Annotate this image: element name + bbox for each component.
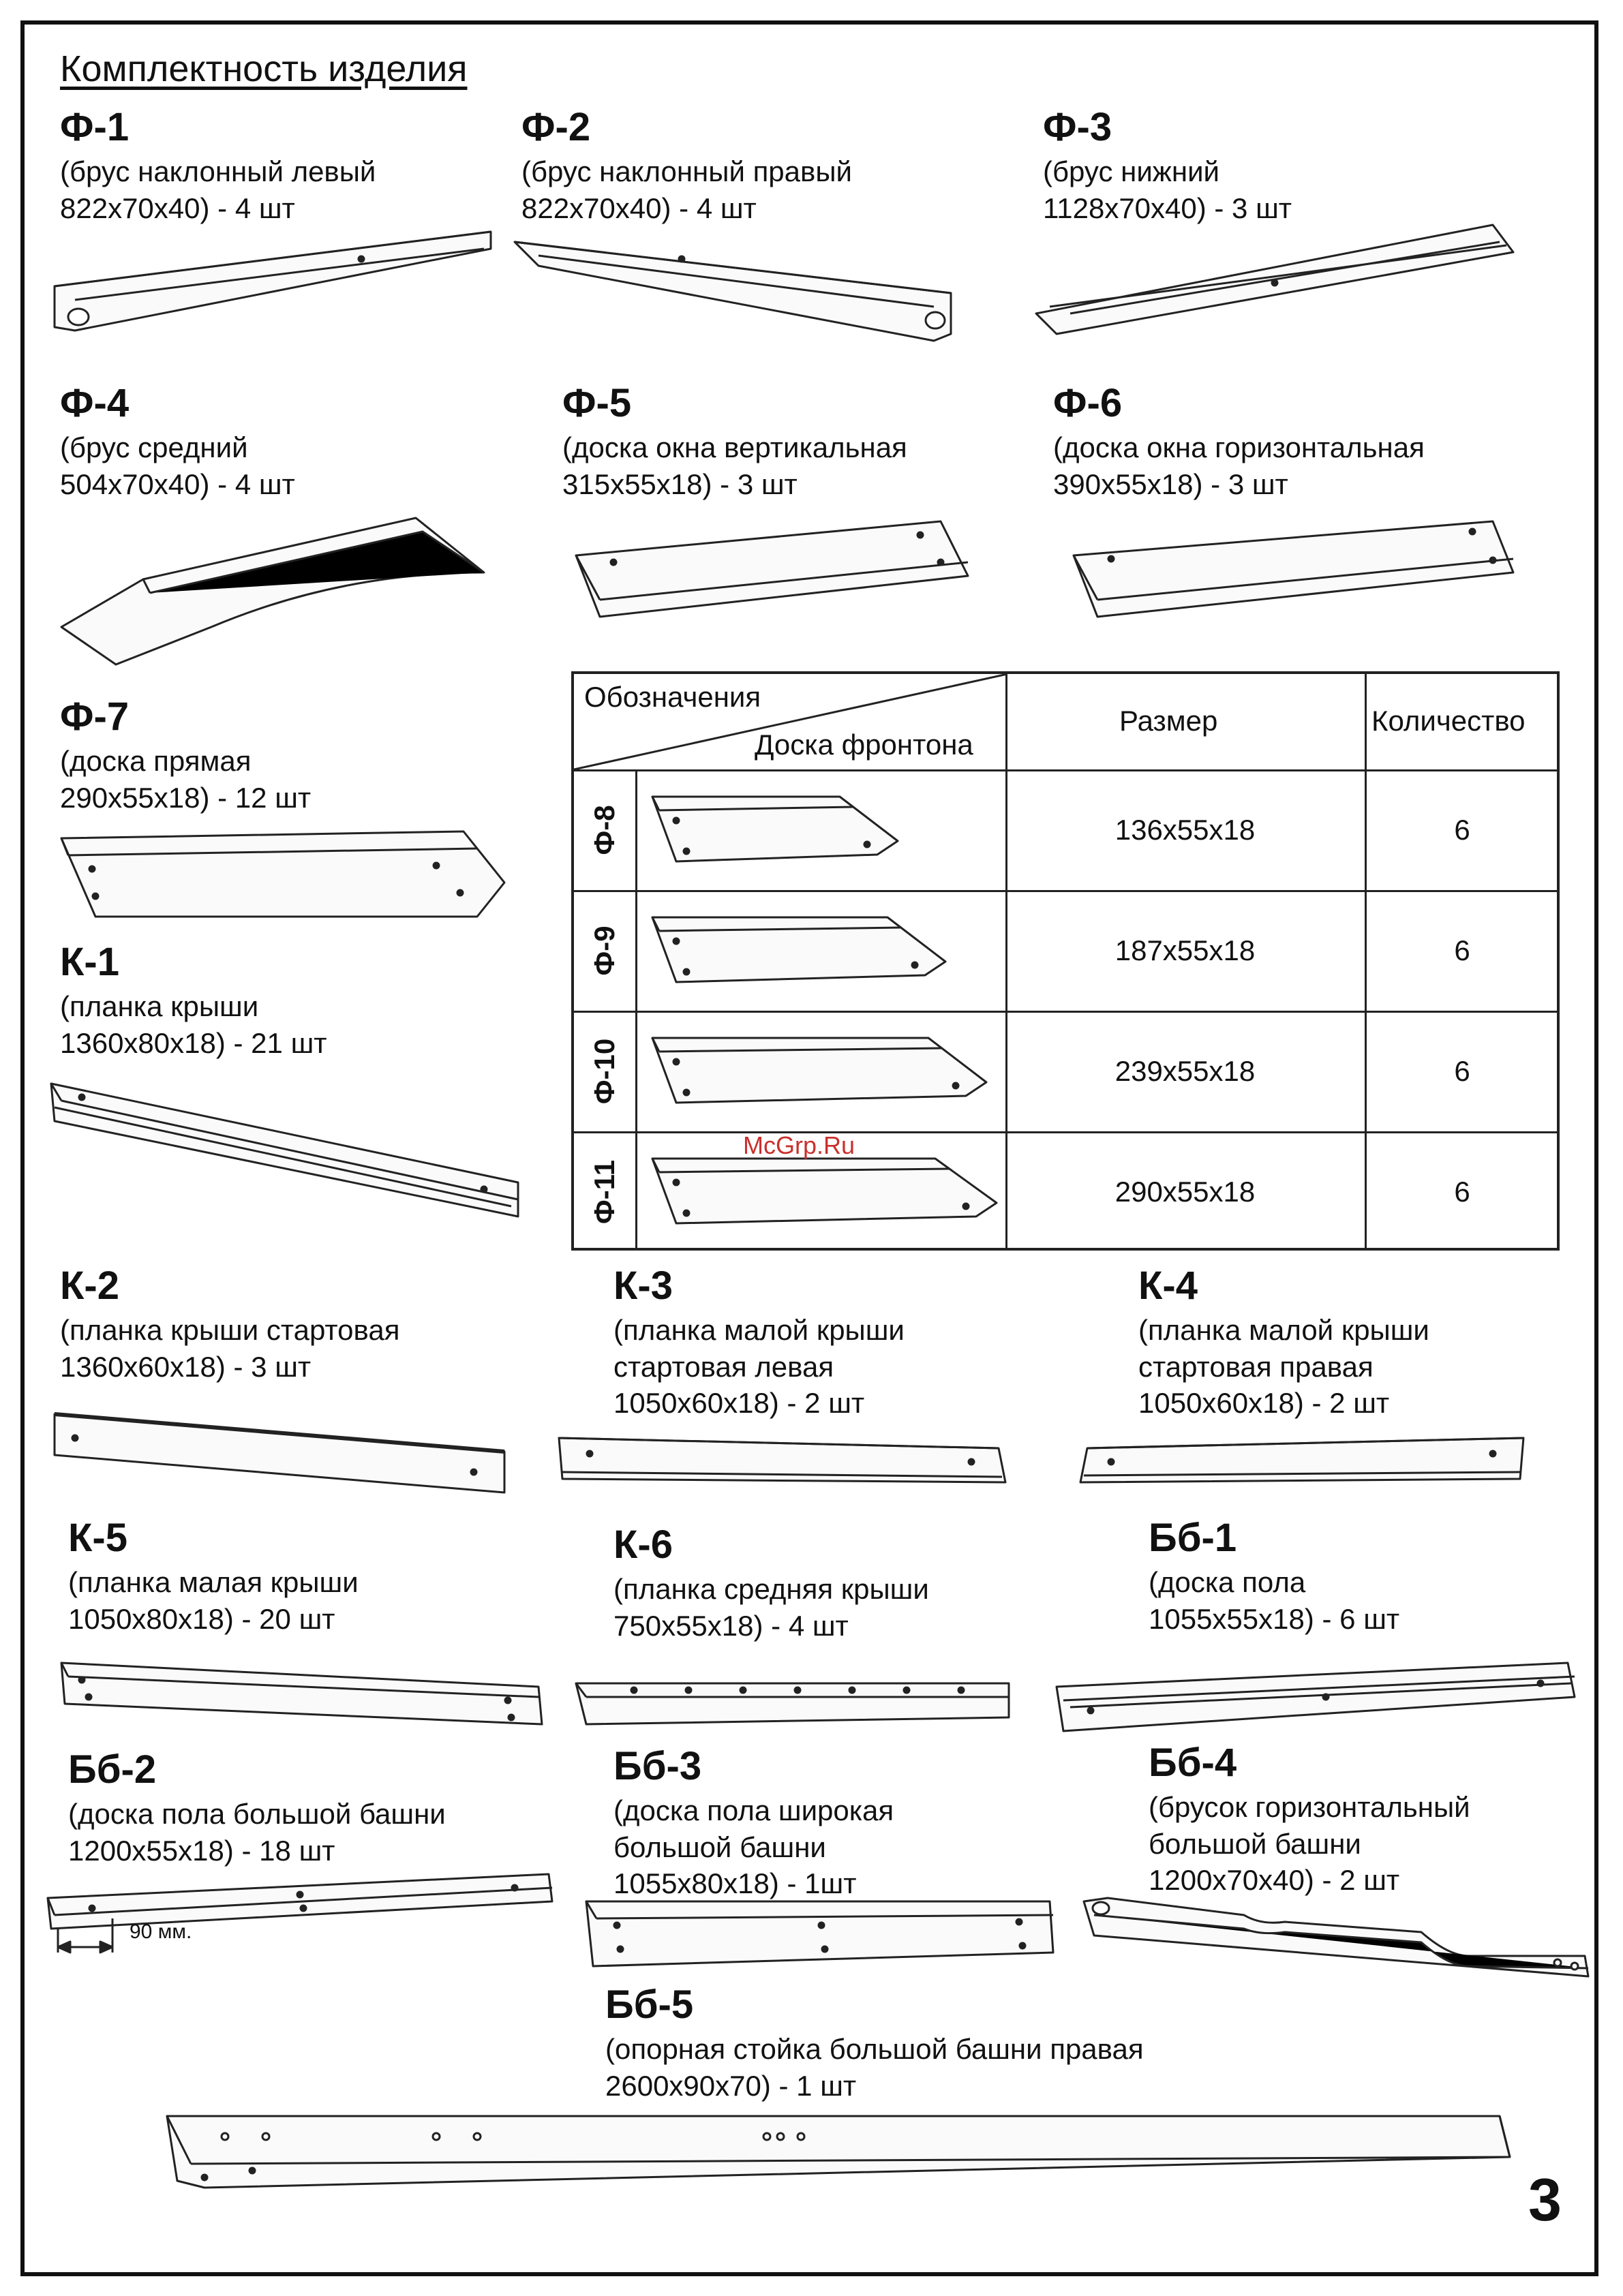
- fronton-board-f10-icon: [649, 1035, 990, 1109]
- part-description: (доска окна вертикальная 315х55х18) - 3 шт: [562, 431, 907, 500]
- part-f6-drawing: [1070, 518, 1520, 627]
- fronton-boards-table: [571, 671, 1560, 1251]
- part-code: Бб-5: [605, 1983, 694, 2027]
- part-bb2: [68, 1748, 446, 1869]
- table-cell-quantity: 6: [1454, 814, 1470, 846]
- part-f2-drawing: [511, 225, 961, 348]
- fronton-board-f9-icon: [649, 914, 949, 989]
- part-code: Ф-7: [60, 694, 130, 739]
- part-code: Бб-3: [613, 1744, 702, 1788]
- page-number: 3: [1528, 2166, 1562, 2233]
- table-cell-size: 136х55х18: [1114, 814, 1256, 846]
- part-f7-drawing: [55, 828, 511, 923]
- watermark: McGrp.Ru: [743, 1131, 855, 1159]
- part-description: (брус наклонный правый 822х70х40) - 4 шт: [521, 155, 852, 224]
- part-description: (брус средний 504х70х40) - 4 шт: [60, 431, 295, 500]
- part-bb2-drawing: [44, 1871, 562, 1959]
- part-bb5: [605, 1983, 1144, 2104]
- part-description: (планка крыши 1360х80х18) - 21 шт: [60, 990, 327, 1059]
- table-header-designations: Обозначения: [584, 681, 761, 713]
- part-code: Бб-2: [68, 1747, 157, 1792]
- part-code: Бб-4: [1149, 1741, 1237, 1785]
- part-description: (брусок горизонтальный большой башни 1200х70х40) - 2 шт: [1149, 1790, 1470, 1897]
- part-code: К-2: [60, 1264, 119, 1308]
- part-description: (планка крыши стартовая 1360х60х18) - 3 шт: [60, 1313, 400, 1383]
- table-row-code: Ф-9: [588, 925, 620, 976]
- table-cell-quantity: 6: [1454, 1176, 1470, 1208]
- dimension-note: 90 мм.: [130, 1920, 192, 1943]
- part-k4-drawing: [1077, 1435, 1530, 1489]
- part-f1: [60, 106, 376, 226]
- part-f6: [1053, 382, 1425, 502]
- part-f3: [1043, 106, 1292, 226]
- part-description: (брус нижний 1128х70х40) - 3 шт: [1043, 155, 1292, 224]
- part-bb5-drawing: [164, 2113, 1513, 2201]
- part-f7: [60, 695, 311, 816]
- fronton-board-f8-icon: [649, 793, 901, 868]
- part-k5-drawing: [58, 1659, 549, 1734]
- part-code: Ф-2: [521, 105, 591, 149]
- table-cell-size: 239х55х18: [1114, 1055, 1256, 1087]
- part-k3-drawing: [556, 1435, 1009, 1489]
- part-description: (планка малая крыши 1050х80х18) - 20 шт: [68, 1565, 359, 1635]
- fronton-board-f11-icon: [649, 1155, 1003, 1230]
- part-code: Ф-4: [60, 381, 130, 425]
- part-bb3: [613, 1745, 894, 1902]
- part-description: (планка малой крыши стартовая левая 1050х60х18) - 2 шт: [613, 1313, 905, 1420]
- table-row-code: Ф-10: [588, 1038, 620, 1105]
- part-code: К-6: [613, 1522, 673, 1567]
- part-description: (доска пола 1055х55х18) - 6 шт: [1149, 1565, 1400, 1635]
- part-description: (доска пола большой башни 1200х55х18) - 18 шт: [68, 1797, 446, 1867]
- part-f4-drawing: [55, 511, 491, 668]
- part-k2-drawing: [51, 1411, 515, 1499]
- part-bb1-drawing: [1053, 1659, 1578, 1741]
- part-k5: [68, 1516, 359, 1637]
- part-k3: [613, 1264, 905, 1422]
- part-description: (опорная стойка большой башни правая 2600х90х70) - 1 шт: [605, 2032, 1144, 2102]
- part-description: (планка малой крыши стартовая правая 1050х60х18) - 2 шт: [1138, 1313, 1429, 1420]
- table-cell-quantity: 6: [1454, 1055, 1470, 1087]
- table-header-quantity: Количество: [1371, 705, 1526, 737]
- part-k1-drawing: [48, 1080, 525, 1237]
- part-k6: [613, 1523, 929, 1644]
- part-description: (доска окна горизонтальная 390х55х18) - 3 шт: [1053, 431, 1425, 500]
- part-k1: [60, 940, 327, 1061]
- part-code: Бб-1: [1149, 1516, 1237, 1560]
- part-description: (доска пола широкая большой башни 1055х80х18) - 1шт: [613, 1794, 894, 1900]
- part-bb4: [1149, 1741, 1470, 1899]
- part-k4: [1138, 1264, 1429, 1422]
- part-code: К-1: [60, 940, 119, 984]
- table-row-code: Ф-11: [588, 1159, 620, 1225]
- page-title: Комплектность изделия: [60, 48, 468, 89]
- table-cell-quantity: 6: [1454, 934, 1470, 966]
- table-header-fronton-board: Доска фронтона: [755, 729, 973, 761]
- part-k2: [60, 1264, 399, 1385]
- part-f3-drawing: [1029, 218, 1520, 341]
- part-f5: [562, 382, 907, 502]
- table-cell-size: 187х55х18: [1114, 934, 1256, 966]
- part-k6-drawing: [573, 1680, 1016, 1734]
- part-code: Ф-3: [1043, 105, 1112, 149]
- part-code: К-5: [68, 1516, 127, 1560]
- table-header-size: Размер: [1119, 705, 1218, 737]
- part-description: (планка средняя крыши 750х55х18) - 4 шт: [613, 1572, 929, 1642]
- part-description: (доска прямая 290х55х18) - 12 шт: [60, 744, 312, 814]
- part-bb1: [1149, 1516, 1399, 1637]
- part-code: Ф-1: [60, 105, 130, 149]
- part-code: Ф-5: [562, 381, 632, 425]
- table-cell-size: 290х55х18: [1114, 1176, 1256, 1208]
- part-code: К-4: [1138, 1264, 1198, 1308]
- part-f4: [60, 382, 295, 502]
- table-row-code: Ф-8: [588, 805, 620, 855]
- part-f2: [521, 106, 852, 226]
- part-description: (брус наклонный левый 822х70х40) - 4 шт: [60, 155, 376, 224]
- part-bb4-drawing: [1080, 1895, 1592, 1983]
- part-f5-drawing: [573, 518, 975, 627]
- part-bb3-drawing: [583, 1898, 1060, 1973]
- part-code: Ф-6: [1053, 381, 1123, 425]
- part-f1-drawing: [48, 218, 498, 348]
- part-code: К-3: [613, 1264, 673, 1308]
